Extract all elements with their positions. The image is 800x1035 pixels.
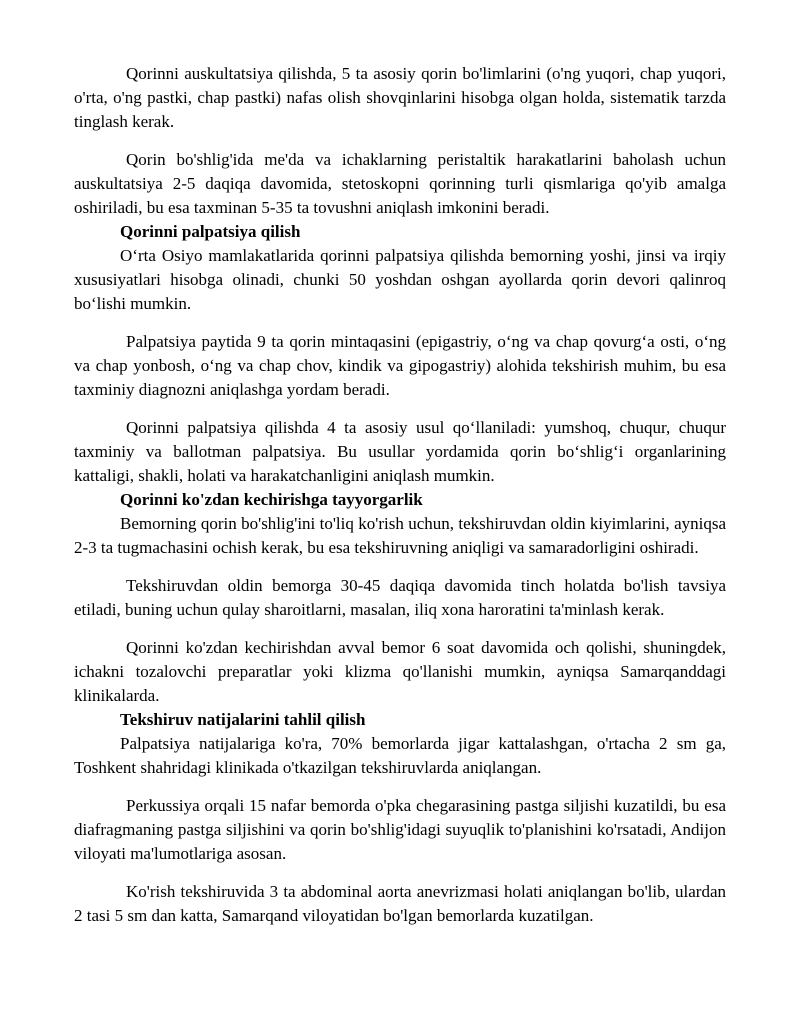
paragraph-preparation-rest: Tekshiruvdan oldin bemorga 30-45 daqiqa davomida tinch holatda bo'lish tavsiya etiladi, buning uchun qulay sharoitlarni, masalan, iliq xona haroratini ta'minlash kerak. [74,576,726,619]
paragraph-results-liver: Palpatsiya natijalariga ko'ra, 70% bemorlarda jigar kattalashgan, o'rtacha 2 sm ga, Toshkent shahridagi klinikada o'tkazilgan tekshiruvlarda aniqlangan. [74,734,726,777]
paragraph-results-percussion: Perkussiya orqali 15 nafar bemorda o'pka chegarasining pastga siljishi kuzatildi, bu esa diafragmaning pastga siljishini va qorin bo'shlig'idagi suyuqlik to'planishini ko'rsatadi, Andijon viloyati ma'lumotlariga asosan. [74,796,726,863]
document-page [74,62,726,928]
paragraph-preparation-fasting: Qorinni ko'zdan kechirishdan avval bemor 6 soat davomida och qolishi, shuningdek, ichakni tozalovchi preparatlar yoki klizma qo'llanishi mumkin, ayniqsa Samarqanddagi klinikalarda. [74,638,726,705]
paragraph-auscultation-duration: Qorin bo'shlig'ida me'da va ichaklarning peristaltik harakatlarini baholash uchun auskultatsiya 2-5 daqiqa davomida, stetoskopni qorinning turli qismlariga qo'yib amalga oshiriladi, bu esa taxminan 5-35 ta tovushni aniqlash imkonini beradi. [74,150,726,217]
heading-palpation: Qorinni palpatsiya qilish [120,222,301,241]
heading-inspection-preparation: Qorinni ko'zdan kechirishga tayyorgarlik [120,490,423,509]
heading-results-analysis: Tekshiruv natijalarini tahlil qilish [120,710,366,729]
paragraph-results-aorta: Ko'rish tekshiruvida 3 ta abdominal aorta anevrizmasi holati aniqlangan bo'lib, ulardan 2 tasi 5 sm dan katta, Samarqand viloyatidan bo'lgan bemorlarda kuzatilgan. [74,882,726,925]
paragraph-palpation-factors: O‘rta Osiyo mamlakatlarida qorinni palpatsiya qilishda bemorning yoshi, jinsi va irqiy xususiyatlari hisobga olinadi, chunki 50 yoshdan oshgan ayollarda qorin devori qalinroq bo‘lishi mumkin. [74,246,726,313]
paragraph-palpation-methods: Qorinni palpatsiya qilishda 4 ta asosiy usul qo‘llaniladi: yumshoq, chuqur, chuqur taxminiy va ballotman palpatsiya. Bu usullar yordamida qorin bo‘shlig‘i organlarining kattaligi, shakli, holati va harakatchanligini aniqlash mumkin. [74,418,726,485]
paragraph-auscultation-regions: Qorinni auskultatsiya qilishda, 5 ta asosiy qorin bo'limlarini (o'ng yuqori, chap yuqori, o'rta, o'ng pastki, chap pastki) nafas olish shovqinlarini hisobga olgan holda, sistematik tarzda tinglash kerak. [74,64,726,131]
paragraph-palpation-regions: Palpatsiya paytida 9 ta qorin mintaqasini (epigastriy, o‘ng va chap qovurg‘a osti, o‘ng va chap yonbosh, o‘ng va chap chov, kindik va gipogastriy) alohida tekshirish muhim, bu esa taxminiy diagnozni aniqlashga yordam beradi. [74,332,726,399]
paragraph-preparation-clothing: Bemorning qorin bo'shlig'ini to'liq ko'rish uchun, tekshiruvdan oldin kiyimlarini, ayniqsa 2-3 ta tugmachasini ochish kerak, bu esa tekshiruvning aniqligi va samaradorligini oshiradi. [74,514,726,557]
